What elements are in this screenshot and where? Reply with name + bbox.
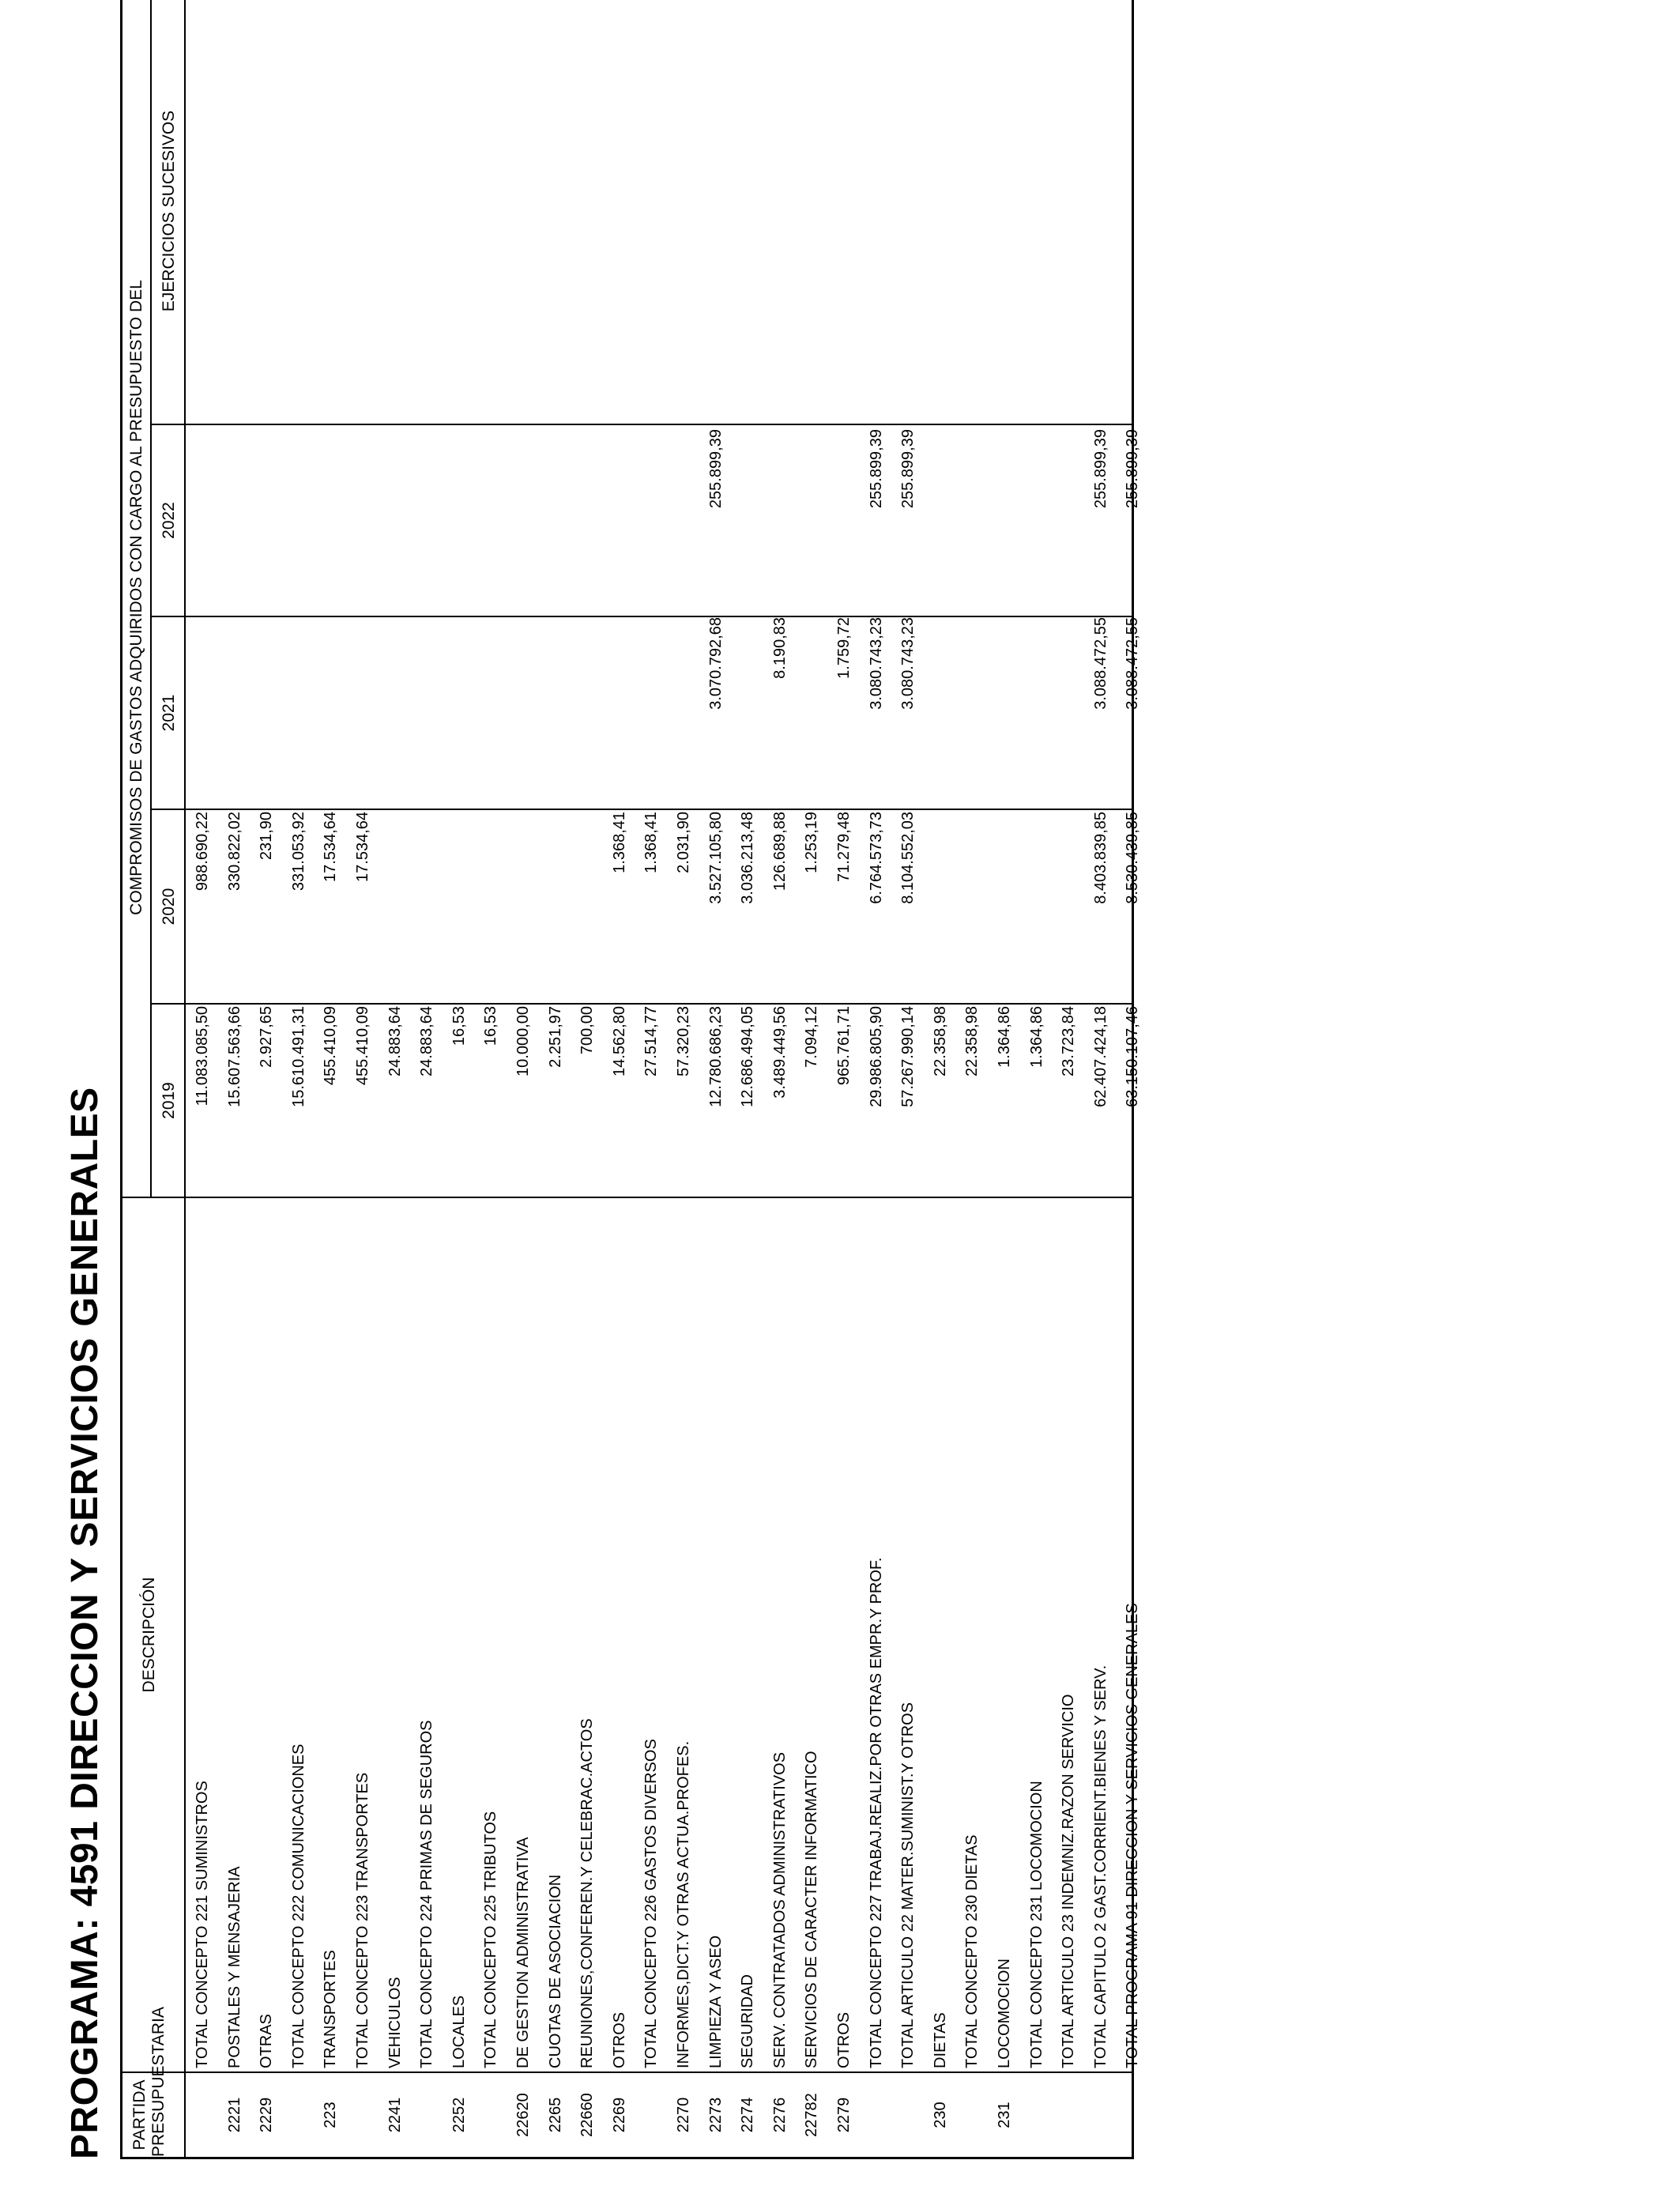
header-2019: 2019 [160,1082,178,1119]
value-2020-cell: 126.689,88 [770,812,789,892]
table-row [572,0,605,2157]
value-2020-cell: 8.403.839,85 [1091,812,1109,904]
value-2019-cell: 15.610.491,31 [289,1006,307,1107]
description-cell: SERV. CONTRATADOS ADMINISTRATIVOS [770,1751,789,2068]
partida-cell: 2276 [770,2097,789,2133]
value-2019-cell: 2.927,65 [258,1006,276,1068]
value-2019-cell: 1.364,86 [996,1006,1013,1068]
header-partida [130,2007,168,2157]
description-cell: VEHICULOS [386,1977,404,2068]
table-row [348,0,380,2157]
table-row [605,0,637,2157]
description-cell: TOTAL CONCEPTO 222 COMUNICACIONES [289,1744,307,2068]
value-2020-cell: 231,90 [258,812,276,861]
value-2019-cell: 16,53 [482,1006,500,1046]
table-row [1086,0,1118,2157]
description-cell: TOTAL CONCEPTO 223 TRANSPORTES [354,1772,371,2068]
value-2019-cell: 57.267.990,14 [899,1006,917,1107]
value-2020-cell: 330.822,02 [225,812,243,892]
value-2019-cell: 15.607.563,66 [225,1006,243,1107]
table-row [315,0,348,2157]
value-2019-cell: 22.358,98 [963,1006,981,1076]
table-row [476,0,508,2157]
value-2022-cell: 255.899,39 [899,429,917,509]
partida-cell: 2221 [225,2097,243,2133]
value-2019-cell: 24.883,64 [386,1006,404,1076]
value-2019-cell: 62.407.424,18 [1091,1006,1109,1107]
value-2019-cell: 3.489.449,56 [770,1006,789,1099]
table-row [957,0,989,2157]
description-cell: TOTAL CONCEPTO 231 LOCOMOCION [1027,1781,1045,2068]
header-rule-top [150,0,152,1198]
value-2022-cell: 255.899,39 [867,429,885,509]
description-cell: DIETAS [931,2012,949,2068]
value-2021-cell: 3.088.472,55 [1124,617,1142,710]
value-2019-cell: 10.000,00 [514,1006,532,1076]
partida-cell: 2252 [450,2097,468,2133]
table-row [925,0,958,2157]
table-row [284,0,316,2157]
value-2022-cell: 255.899,39 [706,429,725,509]
value-2021-cell: 3.080.743,23 [899,617,917,710]
value-2019-cell: 12.780.686,23 [706,1006,725,1107]
description-cell: CUOTAS DE ASOCIACION [546,1874,564,2068]
partida-cell: 2269 [610,2097,628,2133]
description-cell: SERVICIOS DE CARACTER INFORMATICO [803,1751,821,2068]
value-2019-cell: 22.358,98 [931,1006,949,1076]
table-row [733,0,765,2157]
description-cell: TRANSPORTES [322,1950,340,2068]
value-2019-cell: 2.251,97 [546,1006,564,1068]
partida-cell: 231 [996,2102,1013,2128]
value-2019-cell: 24.883,64 [418,1006,436,1076]
value-2019-cell: 11.083.085,50 [194,1006,211,1106]
header-partida-line1: PARTIDA [130,2079,149,2151]
table-row [636,0,669,2157]
description-cell: DE GESTION ADMINISTRATIVA [514,1837,532,2068]
partida-cell: 2279 [835,2097,853,2133]
description-cell: TOTAL ARTICULO 23 INDEMNIZ.RAZON SERVICIO [1060,1694,1078,2068]
description-cell: TOTAL ARTICULO 22 MATER.SUMINIST.Y OTROS [899,1702,917,2068]
value-2020-cell: 71.279,48 [835,812,853,882]
table-row [701,0,733,2157]
description-cell: TOTAL CONCEPTO 230 DIETAS [963,1834,981,2068]
table-row [380,0,412,2157]
table-row [1117,0,1150,2157]
header-2022: 2022 [160,502,178,539]
table-row [765,0,797,2157]
value-2022-cell: 255.899,39 [1091,429,1109,509]
table-row [893,0,925,2157]
value-2019-cell: 57.320,23 [675,1006,692,1076]
header-2020: 2020 [160,888,178,925]
value-2019-cell: 27.514,77 [642,1006,661,1076]
description-cell: TOTAL CONCEPTO 227 TRABAJ.REALIZ.POR OTRAS EMPR.Y PROF. [867,1557,885,2068]
table-row [444,0,477,2157]
table-row [508,0,541,2157]
table-row [861,0,894,2157]
partida-cell: 2270 [675,2097,692,2133]
value-2019-cell: 455.410,09 [322,1006,340,1086]
description-cell: TOTAL CONCEPTO 226 GASTOS DIVERSOS [642,1739,661,2068]
partida-cell: 22782 [803,2093,821,2137]
value-2019-cell: 16,53 [450,1006,468,1046]
partida-cell: 2274 [739,2097,757,2133]
description-cell: TOTAL CONCEPTO 221 SUMINISTROS [194,1781,211,2068]
value-2019-cell: 23.723,84 [1060,1006,1078,1076]
header-descripcion: DESCRIPCIÓN [140,1577,158,1693]
table-row [829,0,861,2157]
description-cell: OTROS [835,2011,853,2068]
value-2019-cell: 63.150.107,46 [1124,1006,1142,1107]
value-2020-cell: 2.031,90 [675,812,692,873]
table-row [669,0,701,2157]
value-2021-cell: 3.088.472,55 [1091,617,1109,710]
partida-cell: 2273 [706,2097,725,2133]
value-2022-cell: 255.899,39 [1124,429,1142,509]
header-2021: 2021 [160,694,178,732]
description-cell: OTRAS [258,2014,276,2068]
table-row [797,0,829,2157]
value-2019-cell: 12.686.494,05 [739,1006,757,1107]
description-cell: TOTAL CAPITULO 2 GAST.CORRIENT.BIENES Y SERV. [1091,1664,1109,2068]
description-cell: LOCALES [450,1995,468,2068]
table-row [1022,0,1054,2157]
table-row [541,0,573,2157]
value-2020-cell: 8.530.439,85 [1124,812,1142,904]
partida-cell: 2265 [546,2097,564,2133]
description-cell: LOCOMOCION [996,1958,1013,2068]
value-2019-cell: 7.094,12 [803,1006,821,1068]
value-2019-cell: 14.562,80 [610,1006,628,1076]
table-row [187,0,220,2157]
table-row [220,0,252,2157]
value-2020-cell: 8.104.552,03 [899,812,917,904]
description-cell: REUNIONES,CONFEREN.Y CELEBRAC.ACTOS [578,1718,597,2068]
value-2020-cell: 1.253,19 [803,812,821,873]
description-cell: TOTAL PROGRAMA 91 DIRECCION Y SERVICIOS GENERALES [1124,1603,1142,2068]
value-2021-cell: 3.080.743,23 [867,617,885,710]
value-2020-cell: 17.534,64 [322,812,340,882]
partida-cell: 22660 [578,2093,597,2137]
value-2020-cell: 988.690,22 [194,812,211,892]
partida-cell: 230 [931,2102,949,2128]
value-2021-cell: 1.759,72 [835,617,853,679]
description-cell: TOTAL CONCEPTO 225 TRIBUTOS [482,1811,500,2068]
partida-cell: 2241 [386,2097,404,2133]
value-2019-cell: 700,00 [578,1006,597,1055]
budget-table [120,0,1142,2159]
table-row [412,0,444,2157]
value-2019-cell: 455.410,09 [354,1006,371,1086]
value-2020-cell: 1.368,41 [642,812,661,873]
header-compromisos: COMPROMISOS DE GASTOS ADQUIRIDOS CON CARGO AL PRESUPUESTO DEL [127,280,145,915]
value-2020-cell: 3.036.213,48 [739,812,757,904]
header-partida-line2: PRESUPUESTARIA [149,2007,168,2157]
value-2019-cell: 1.364,86 [1027,1006,1045,1068]
value-2020-cell: 17.534,64 [354,812,371,882]
value-2019-cell: 29.986.805,90 [867,1006,885,1107]
value-2021-cell: 8.190,83 [770,617,789,679]
table-row [989,0,1022,2157]
value-2020-cell: 3.527.105,80 [706,812,725,904]
partida-cell: 223 [322,2102,340,2128]
value-2021-cell: 3.070.792,68 [706,617,725,710]
header-rule-bottom [184,0,186,2157]
page-title: PROGRAMA: 4591 DIRECCION Y SERVICIOS GENERALES [64,1087,106,2159]
table-row [251,0,284,2157]
description-cell: LIMPIEZA Y ASEO [706,1935,725,2068]
value-2019-cell: 965.761,71 [835,1006,853,1086]
header-sucesivos: EJERCICIOS SUCESIVOS [160,110,178,312]
description-cell: TOTAL CONCEPTO 224 PRIMAS DE SEGUROS [418,1720,436,2068]
description-cell: OTROS [610,2011,628,2068]
partida-cell: 2229 [258,2097,276,2133]
value-2020-cell: 331.053,92 [289,812,307,892]
table-row [1053,0,1086,2157]
description-cell: INFORMES,DICT.Y OTRAS ACTUA.PROFES. [675,1740,692,2068]
description-cell: SEGURIDAD [739,1974,757,2068]
value-2020-cell: 6.764.573,73 [867,812,885,904]
description-cell: POSTALES Y MENSAJERIA [225,1866,243,2068]
partida-cell: 22620 [514,2093,532,2137]
value-2020-cell: 1.368,41 [610,812,628,873]
